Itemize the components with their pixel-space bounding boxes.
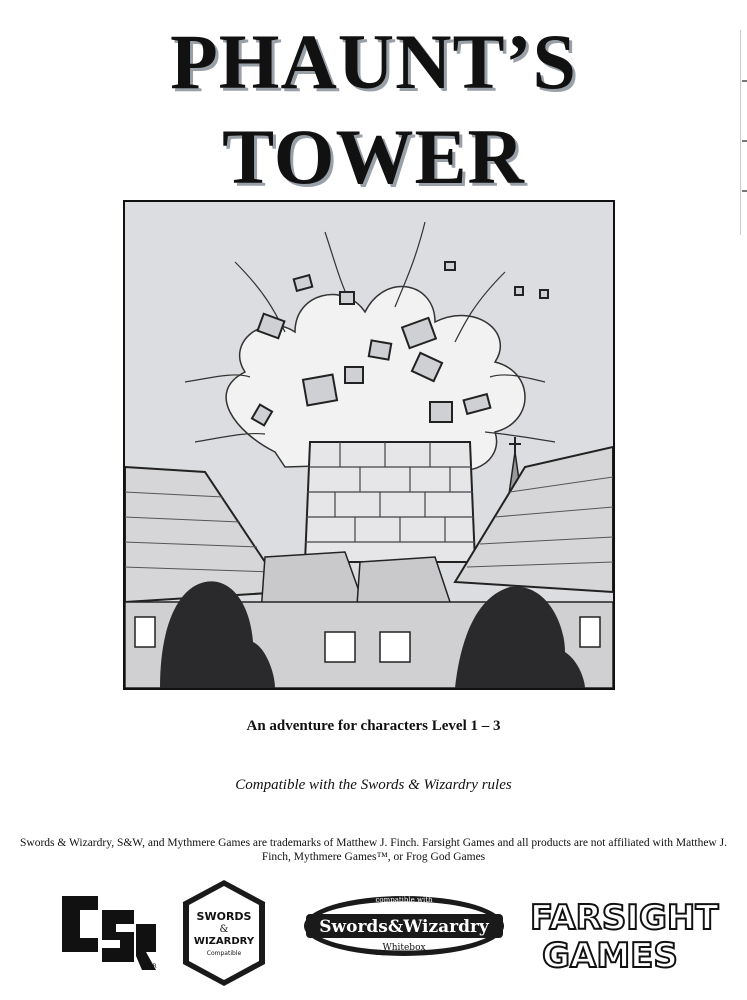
title-line-1: PHAUNT’S xyxy=(170,18,577,105)
whitebox-logo-bottom: Whitebox xyxy=(382,943,426,953)
whitebox-logo-main: Swords&Wizardry xyxy=(319,917,489,937)
osr-logo xyxy=(58,892,158,974)
swords-wizardry-compatible-logo xyxy=(181,878,267,988)
subtitle: An adventure for characters Level 1 – 3 xyxy=(246,718,501,734)
whitebox-compatible-logo xyxy=(302,890,507,960)
farsight-logo-line2: GAMES xyxy=(542,936,678,976)
sw-logo-line4: Compatible xyxy=(206,950,242,957)
sw-logo-line1: SWORDS xyxy=(196,910,252,923)
title-line-2: TOWER xyxy=(222,113,525,200)
osr-logo-text: OSR xyxy=(144,963,157,970)
sw-logo-line2: & xyxy=(219,924,229,935)
page-edge-mark xyxy=(740,30,747,235)
legal-notice: Swords & Wizardry, S&W, and Mythmere Games are trademarks of Matthew J. Finch. Farsight Games and all products are not affiliated with Matthew J. Finch, Mythmere Games™, or Frog God Games xyxy=(20,837,727,863)
cover-illustration xyxy=(123,200,615,690)
sw-logo-line3: WIZARDRY xyxy=(193,936,255,947)
farsight-logo-line1: FARSIGHT xyxy=(530,898,719,938)
whitebox-logo-top: compatible with xyxy=(375,896,433,904)
compatibility-note: Compatible with the Swords & Wizardry rules xyxy=(235,777,512,793)
farsight-games-logo xyxy=(530,898,719,976)
